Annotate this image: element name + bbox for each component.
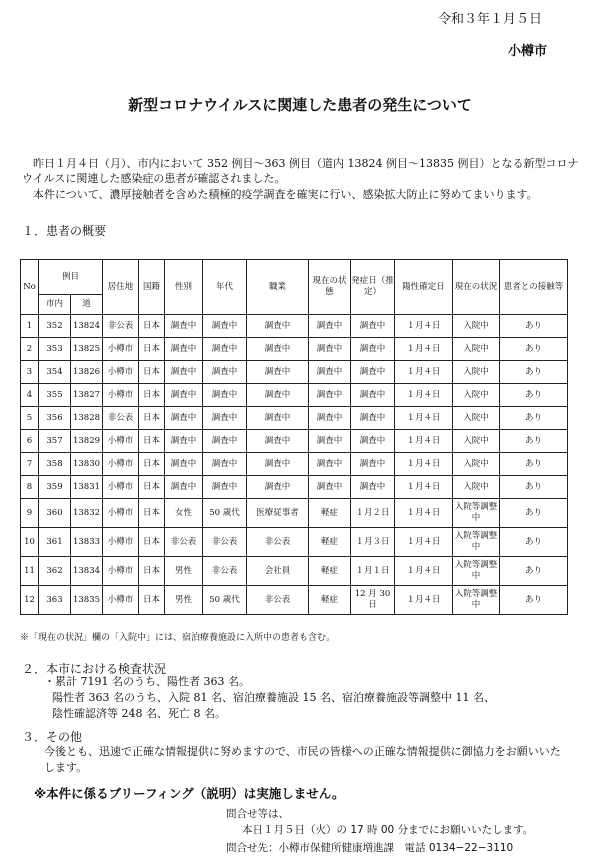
cell-residence: 小樽市 xyxy=(103,528,139,557)
cell-occupation: 調査中 xyxy=(247,476,309,499)
cell-pref-case: 13834 xyxy=(71,557,103,586)
testing-breakdown-line-2: 陰性確認済等 248 名、死亡 8 名。 xyxy=(52,707,226,720)
col-contact: 患者との接触等 xyxy=(500,260,568,315)
cell-positive-date: １月４日 xyxy=(395,315,453,338)
col-pref-case: 道 xyxy=(71,295,103,315)
cell-contact: あり xyxy=(500,586,568,615)
cell-nationality: 日本 xyxy=(139,528,165,557)
other-text: 今後とも、迅速で正確な情報提供に努めますので、市民の皆様への正確な情報提供に御協力をお願いいたします。 xyxy=(44,745,561,774)
cell-positive-date: １月４日 xyxy=(395,557,453,586)
cell-residence: 非公表 xyxy=(103,407,139,430)
cell-condition: 軽症 xyxy=(309,586,351,615)
cell-pref-case: 13829 xyxy=(71,430,103,453)
contact-line-1: 問合せ等は、 xyxy=(226,808,289,820)
cell-no: 1 xyxy=(21,315,39,338)
cell-positive-date: １月４日 xyxy=(395,586,453,615)
cell-sex: 調査中 xyxy=(165,361,203,384)
contact-phone: 問合せ先：小樽市保健所健康増進課 電話 0134−22−3110 xyxy=(226,842,514,854)
col-occupation: 職業 xyxy=(247,260,309,315)
col-case: 例目 xyxy=(39,260,103,295)
cell-nationality: 日本 xyxy=(139,315,165,338)
cell-pref-case: 13832 xyxy=(71,499,103,528)
cell-sex: 調査中 xyxy=(165,338,203,361)
section-heading-testing: ２．本市における検査状況 xyxy=(22,662,167,676)
cell-occupation: 調査中 xyxy=(247,407,309,430)
table-row xyxy=(21,453,568,476)
cell-city-case: 361 xyxy=(39,528,71,557)
cell-age: 調査中 xyxy=(203,384,247,407)
cell-no: 5 xyxy=(21,407,39,430)
cell-contact: あり xyxy=(500,407,568,430)
cell-residence: 小樽市 xyxy=(103,557,139,586)
cell-sex: 男性 xyxy=(165,586,203,615)
cell-residence: 小樽市 xyxy=(103,338,139,361)
table-row xyxy=(21,476,568,499)
cell-nationality: 日本 xyxy=(139,338,165,361)
cell-onset: １月３日 xyxy=(351,528,395,557)
cell-age: 50 歳代 xyxy=(203,586,247,615)
table-row xyxy=(21,384,568,407)
cell-pref-case: 13831 xyxy=(71,476,103,499)
cell-contact: あり xyxy=(500,384,568,407)
cell-sex: 男性 xyxy=(165,557,203,586)
cell-contact: あり xyxy=(500,430,568,453)
cell-nationality: 日本 xyxy=(139,557,165,586)
cell-nationality: 日本 xyxy=(139,361,165,384)
cell-occupation: 調査中 xyxy=(247,453,309,476)
cell-age: 調査中 xyxy=(203,315,247,338)
cell-situation: 入院中 xyxy=(453,407,500,430)
cell-nationality: 日本 xyxy=(139,384,165,407)
cell-pref-case: 13833 xyxy=(71,528,103,557)
cell-onset: 調査中 xyxy=(351,407,395,430)
cell-pref-case: 13828 xyxy=(71,407,103,430)
testing-total-line: ・累計 7191 名のうち、陽性者 363 名。 xyxy=(44,675,250,688)
cell-positive-date: １月４日 xyxy=(395,361,453,384)
cell-pref-case: 13830 xyxy=(71,453,103,476)
cell-positive-date: １月４日 xyxy=(395,430,453,453)
testing-breakdown-line: 陽性者 363 名のうち、入院 81 名、宿泊療養施設 15 名、宿泊療養施設等調整中 11 名、 xyxy=(52,691,495,704)
briefing-notice: ※本件に係るブリーフィング（説明）は実施しません。 xyxy=(34,786,345,801)
cell-positive-date: １月４日 xyxy=(395,453,453,476)
cell-situation: 入院中 xyxy=(453,453,500,476)
cell-onset: １月１日 xyxy=(351,557,395,586)
cell-age: 非公表 xyxy=(203,528,247,557)
cell-condition: 軽症 xyxy=(309,499,351,528)
cell-situation: 入院等調整中 xyxy=(453,557,500,586)
cell-situation: 入院等調整中 xyxy=(453,499,500,528)
cell-residence: 小樽市 xyxy=(103,499,139,528)
cell-residence: 小樽市 xyxy=(103,586,139,615)
table-row xyxy=(21,338,568,361)
cell-condition: 軽症 xyxy=(309,557,351,586)
cell-contact: あり xyxy=(500,528,568,557)
cell-nationality: 日本 xyxy=(139,407,165,430)
cell-nationality: 日本 xyxy=(139,430,165,453)
cell-situation: 入院中 xyxy=(453,430,500,453)
patient-table-body xyxy=(21,315,568,615)
section-heading-other: ３．その他 xyxy=(22,730,83,744)
cell-residence: 小樽市 xyxy=(103,361,139,384)
cell-onset: 12 月 30 日 xyxy=(351,586,395,615)
cell-condition: 調査中 xyxy=(309,338,351,361)
cell-residence: 小樽市 xyxy=(103,453,139,476)
cell-positive-date: １月４日 xyxy=(395,476,453,499)
cell-contact: あり xyxy=(500,476,568,499)
col-nationality: 国籍 xyxy=(139,260,165,315)
col-situation: 現在の状況 xyxy=(453,260,500,315)
cell-residence: 非公表 xyxy=(103,315,139,338)
cell-age: 調査中 xyxy=(203,430,247,453)
cell-occupation: 調査中 xyxy=(247,384,309,407)
cell-no: 6 xyxy=(21,430,39,453)
cell-positive-date: １月４日 xyxy=(395,528,453,557)
cell-situation: 入院等調整中 xyxy=(453,586,500,615)
cell-residence: 小樽市 xyxy=(103,476,139,499)
document-date: 令和３年１月５日 xyxy=(438,12,543,27)
cell-occupation: 非公表 xyxy=(247,528,309,557)
cell-onset: 調査中 xyxy=(351,476,395,499)
cell-positive-date: １月４日 xyxy=(395,407,453,430)
cell-situation: 入院中 xyxy=(453,315,500,338)
col-residence: 居住地 xyxy=(103,260,139,315)
cell-no: 10 xyxy=(21,528,39,557)
cell-onset: １月２日 xyxy=(351,499,395,528)
cell-contact: あり xyxy=(500,338,568,361)
cell-occupation: 調査中 xyxy=(247,430,309,453)
cell-situation: 入院中 xyxy=(453,361,500,384)
table-row xyxy=(21,315,568,338)
cell-condition: 軽症 xyxy=(309,528,351,557)
table-row xyxy=(21,557,568,586)
cell-onset: 調査中 xyxy=(351,315,395,338)
cell-positive-date: １月４日 xyxy=(395,384,453,407)
cell-no: 12 xyxy=(21,586,39,615)
cell-condition: 調査中 xyxy=(309,453,351,476)
cell-contact: あり xyxy=(500,453,568,476)
col-no: No xyxy=(21,260,39,315)
col-positive-date: 陽性確定日 xyxy=(395,260,453,315)
cell-no: 2 xyxy=(21,338,39,361)
cell-residence: 小樽市 xyxy=(103,430,139,453)
cell-nationality: 日本 xyxy=(139,453,165,476)
cell-sex: 非公表 xyxy=(165,528,203,557)
cell-situation: 入院中 xyxy=(453,384,500,407)
col-age: 年代 xyxy=(203,260,247,315)
cell-sex: 女性 xyxy=(165,499,203,528)
cell-positive-date: １月４日 xyxy=(395,499,453,528)
cell-age: 調査中 xyxy=(203,407,247,430)
cell-condition: 調査中 xyxy=(309,430,351,453)
cell-sex: 調査中 xyxy=(165,384,203,407)
cell-situation: 入院中 xyxy=(453,476,500,499)
cell-city-case: 360 xyxy=(39,499,71,528)
cell-condition: 調査中 xyxy=(309,361,351,384)
cell-occupation: 調査中 xyxy=(247,361,309,384)
cell-no: 4 xyxy=(21,384,39,407)
cell-occupation: 調査中 xyxy=(247,338,309,361)
cell-pref-case: 13827 xyxy=(71,384,103,407)
cell-no: 3 xyxy=(21,361,39,384)
cell-occupation: 非公表 xyxy=(247,586,309,615)
cell-age: 非公表 xyxy=(203,557,247,586)
cell-onset: 調査中 xyxy=(351,384,395,407)
cell-no: 7 xyxy=(21,453,39,476)
intro-paragraph-1: 昨日１月４日（月）、市内において 352 例目～363 例目（道内 13824 例目～13835 例目）となる新型コロナウイルスに関連した感染症の患者が確認されました。 xyxy=(22,157,579,185)
cell-pref-case: 13824 xyxy=(71,315,103,338)
cell-city-case: 356 xyxy=(39,407,71,430)
intro-paragraph-2: 本件について、濃厚接触者を含めた積極的疫学調査を確実に行い、感染拡大防止に努めてまいります。 xyxy=(33,188,538,201)
table-row xyxy=(21,499,568,528)
cell-onset: 調査中 xyxy=(351,430,395,453)
cell-city-case: 352 xyxy=(39,315,71,338)
cell-age: 調査中 xyxy=(203,338,247,361)
cell-onset: 調査中 xyxy=(351,361,395,384)
cell-pref-case: 13825 xyxy=(71,338,103,361)
cell-nationality: 日本 xyxy=(139,586,165,615)
col-condition: 現在の状態 xyxy=(309,260,351,315)
cell-onset: 調査中 xyxy=(351,338,395,361)
cell-sex: 調査中 xyxy=(165,407,203,430)
cell-contact: あり xyxy=(500,499,568,528)
table-footnote: ※「現在の状況」欄の「入院中」には、宿泊療養施設に入所中の患者も含む。 xyxy=(20,633,336,643)
cell-condition: 調査中 xyxy=(309,407,351,430)
table-row xyxy=(21,407,568,430)
cell-pref-case: 13835 xyxy=(71,586,103,615)
cell-city-case: 359 xyxy=(39,476,71,499)
cell-contact: あり xyxy=(500,361,568,384)
cell-city-case: 358 xyxy=(39,453,71,476)
cell-condition: 調査中 xyxy=(309,476,351,499)
cell-contact: あり xyxy=(500,557,568,586)
cell-no: 9 xyxy=(21,499,39,528)
cell-nationality: 日本 xyxy=(139,499,165,528)
cell-onset: 調査中 xyxy=(351,453,395,476)
cell-age: 調査中 xyxy=(203,453,247,476)
cell-condition: 調査中 xyxy=(309,315,351,338)
cell-age: 50 歳代 xyxy=(203,499,247,528)
cell-occupation: 調査中 xyxy=(247,315,309,338)
cell-sex: 調査中 xyxy=(165,315,203,338)
cell-city-case: 363 xyxy=(39,586,71,615)
table-row xyxy=(21,528,568,557)
cell-sex: 調査中 xyxy=(165,476,203,499)
cell-sex: 調査中 xyxy=(165,430,203,453)
cell-city-case: 354 xyxy=(39,361,71,384)
col-city-case: 市内 xyxy=(39,295,71,315)
issuer-city: 小樽市 xyxy=(508,44,548,59)
cell-no: 8 xyxy=(21,476,39,499)
col-sex: 性別 xyxy=(165,260,203,315)
cell-occupation: 会社員 xyxy=(247,557,309,586)
cell-condition: 調査中 xyxy=(309,384,351,407)
cell-situation: 入院中 xyxy=(453,338,500,361)
section-heading-patients: １．患者の概要 xyxy=(22,224,107,238)
cell-occupation: 医療従事者 xyxy=(247,499,309,528)
cell-age: 調査中 xyxy=(203,476,247,499)
cell-contact: あり xyxy=(500,315,568,338)
table-header-row xyxy=(21,260,568,295)
table-row xyxy=(21,361,568,384)
cell-positive-date: １月４日 xyxy=(395,338,453,361)
cell-age: 調査中 xyxy=(203,361,247,384)
cell-pref-case: 13826 xyxy=(71,361,103,384)
cell-nationality: 日本 xyxy=(139,476,165,499)
document-title: 新型コロナウイルスに関連した患者の発生について xyxy=(128,96,472,114)
patient-table xyxy=(20,259,568,615)
cell-city-case: 362 xyxy=(39,557,71,586)
cell-city-case: 353 xyxy=(39,338,71,361)
table-row xyxy=(21,430,568,453)
cell-city-case: 357 xyxy=(39,430,71,453)
contact-deadline: 本日１月５日（火）の 17 時 00 分までにお願いいたします。 xyxy=(242,824,534,836)
cell-city-case: 355 xyxy=(39,384,71,407)
cell-no: 11 xyxy=(21,557,39,586)
col-onset: 発症日（推定） xyxy=(351,260,395,315)
cell-sex: 調査中 xyxy=(165,453,203,476)
cell-residence: 小樽市 xyxy=(103,384,139,407)
table-row xyxy=(21,586,568,615)
cell-situation: 入院等調整中 xyxy=(453,528,500,557)
